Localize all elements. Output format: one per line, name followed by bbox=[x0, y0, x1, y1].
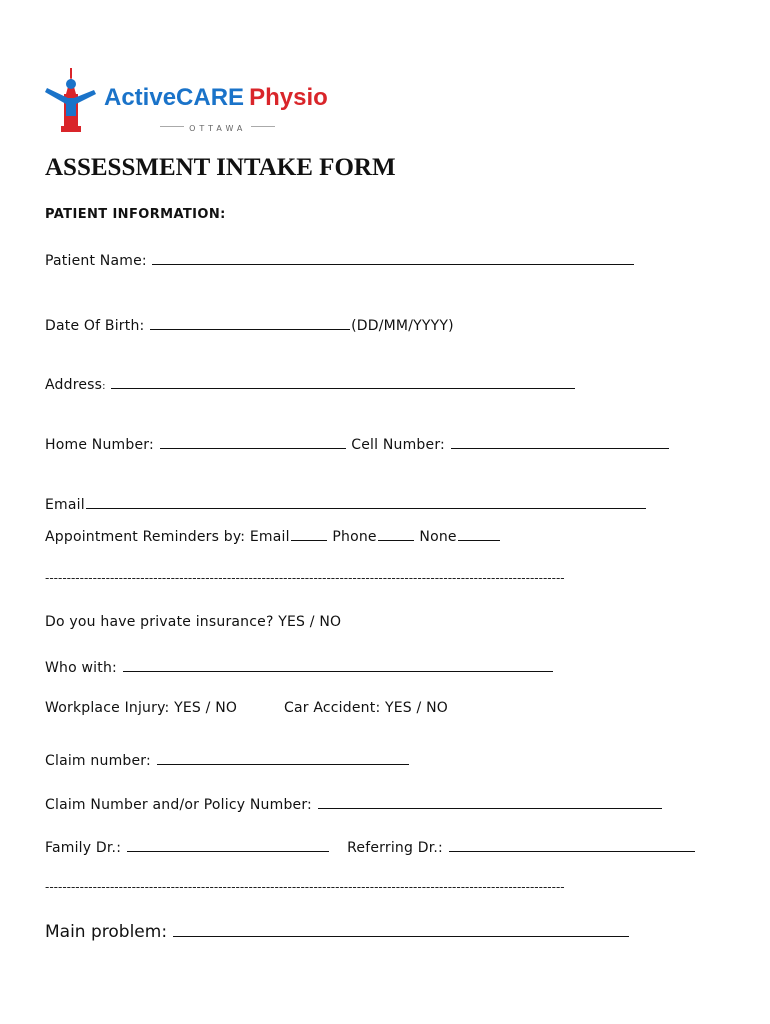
main-problem-label: Main problem: bbox=[45, 922, 168, 942]
claim-policy-field[interactable] bbox=[318, 794, 662, 809]
address-field[interactable] bbox=[111, 374, 575, 389]
email-label: Email bbox=[45, 497, 85, 513]
claim-policy-row bbox=[45, 794, 663, 813]
divider-1: ------------------------------------------------------------------------------------------------------------------------ bbox=[45, 571, 565, 585]
reminder-email-label: Email bbox=[249, 529, 290, 545]
patient-name-field[interactable] bbox=[152, 250, 634, 265]
reminder-phone-field[interactable] bbox=[378, 526, 414, 541]
referring-dr-field[interactable] bbox=[449, 837, 695, 852]
section-patient-information: PATIENT INFORMATION: bbox=[45, 207, 226, 222]
email-field[interactable] bbox=[86, 494, 646, 509]
patient-name-label: Patient Name: bbox=[45, 253, 147, 269]
phone-row bbox=[45, 434, 670, 453]
reminder-none-label: None bbox=[419, 529, 457, 545]
main-problem-row bbox=[45, 920, 630, 942]
logo bbox=[42, 66, 342, 136]
address-label: Address bbox=[45, 377, 103, 393]
reminder-none-field[interactable] bbox=[458, 526, 500, 541]
reminders-row bbox=[45, 526, 501, 545]
dob-format-hint: (DD/MM/YYYY) bbox=[351, 318, 454, 334]
reminder-phone-label: Phone bbox=[332, 529, 377, 545]
who-with-label: Who with: bbox=[45, 660, 117, 676]
email-row bbox=[45, 494, 647, 513]
claim-policy-label: Claim Number and/or Policy Number: bbox=[45, 797, 312, 813]
insurance-question: Do you have private insurance? YES / NO bbox=[45, 614, 342, 630]
brand-name-part2: Physio bbox=[249, 84, 328, 111]
divider-2: ------------------------------------------------------------------------------------------------------------------------ bbox=[45, 880, 565, 894]
referring-dr-label: Referring Dr.: bbox=[347, 840, 443, 856]
brand-city: OTTAWA bbox=[189, 124, 247, 133]
logo-mark-icon bbox=[42, 66, 102, 134]
brand-name-part1: ActiveCARE bbox=[104, 84, 245, 111]
dob-label: Date Of Birth: bbox=[45, 318, 145, 334]
cell-number-label: Cell Number: bbox=[351, 437, 445, 453]
home-number-label: Home Number: bbox=[45, 437, 154, 453]
address-colon: : bbox=[102, 381, 106, 392]
dob-field[interactable] bbox=[150, 315, 350, 330]
patient-name-row bbox=[45, 250, 635, 269]
main-problem-field[interactable] bbox=[173, 920, 629, 937]
reminders-label: Appointment Reminders by: bbox=[45, 529, 246, 545]
who-with-field[interactable] bbox=[123, 657, 553, 672]
dob-row bbox=[45, 315, 454, 334]
doctors-row bbox=[45, 837, 696, 856]
claim-number-label: Claim number: bbox=[45, 753, 151, 769]
reminder-email-field[interactable] bbox=[291, 526, 327, 541]
form-title: ASSESSMENT INTAKE FORM bbox=[45, 154, 396, 181]
claim-number-row bbox=[45, 750, 410, 769]
car-accident: Car Accident: YES / NO bbox=[284, 700, 448, 716]
family-dr-field[interactable] bbox=[127, 837, 329, 852]
home-number-field[interactable] bbox=[160, 434, 346, 449]
who-with-row bbox=[45, 657, 554, 676]
workplace-injury: Workplace Injury: YES / NO bbox=[45, 700, 238, 716]
address-row bbox=[45, 374, 576, 393]
cell-number-field[interactable] bbox=[451, 434, 669, 449]
claim-number-field[interactable] bbox=[157, 750, 409, 765]
family-dr-label: Family Dr.: bbox=[45, 840, 122, 856]
